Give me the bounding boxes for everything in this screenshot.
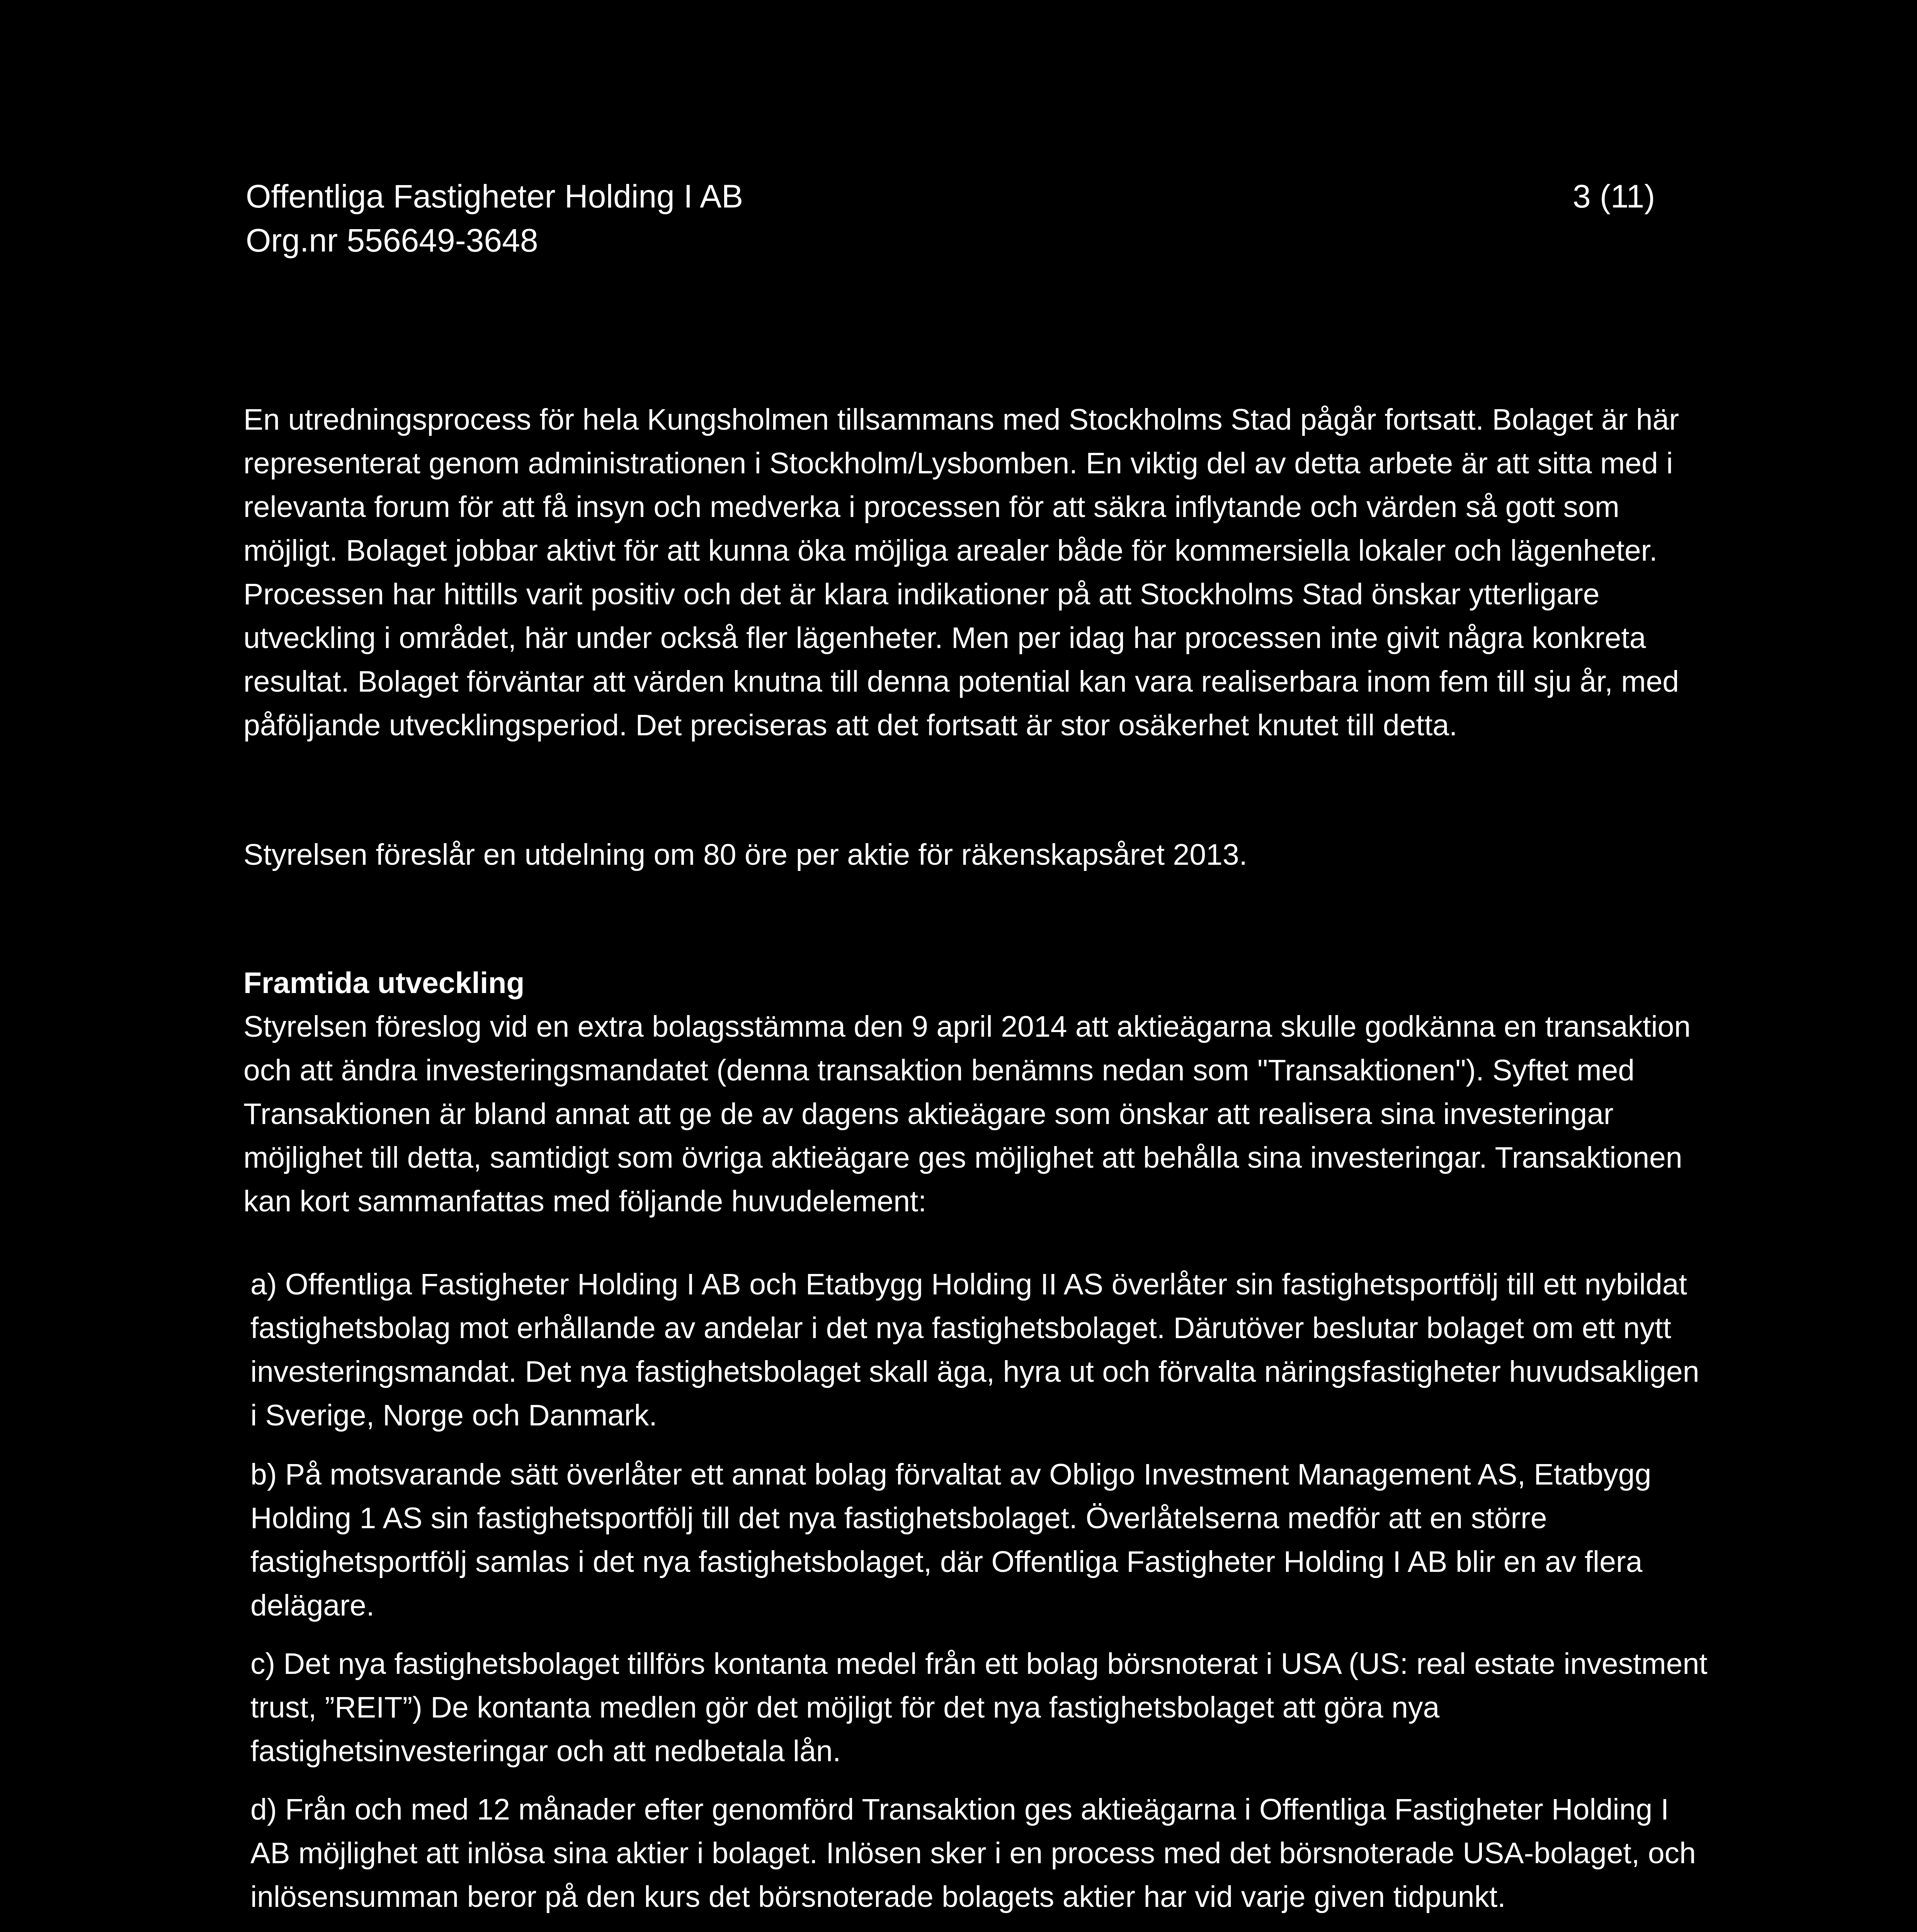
transaction-item-b: b) På motsvarande sätt överlåter ett annat bolag förvaltat av Obligo Investment Management AS, Etatbygg Holding 1 AS sin fastighetsportfölj till det nya fastighetsbolaget. Överlåtelserna medför att en större fastighetsportfölj samlas i det nya fastighetsbolaget, där Offentliga Fastigheter Holding I AB blir en av flera delägare. <box>250 1458 1652 1622</box>
intro-section <box>243 398 1720 747</box>
transaction-item-a: a) Offentliga Fastigheter Holding I AB och Etatbygg Holding II AS överlåter sin fastighetsportfölj till ett nybildat fastighetsbolag mot erhållande av andelar i det nya fastighetsbolaget. Därutöver beslutar bolaget om ett nytt investeringsmandat. Det nya fastighetsbolaget skall äga, hyra ut och förvalta näringsfastigheter huvudsakligen i Sverige, Norge och Danmark. <box>250 1268 1699 1432</box>
header-company-name: Offentliga Fastigheter Holding I AB <box>246 178 743 214</box>
future-development-section <box>243 961 1720 1223</box>
intro-paragraph-kungsholmen: En utredningsprocess för hela Kungsholmen tillsammans med Stockholms Stad pågår fortsatt. Bolaget är här representerat genom administrationen i Stockholm/Lysbomben. En viktig del av detta arbete är att sitta med i relevanta forum för att få insyn och medverka i processen för att säkra inflytande och värden så gott som möjligt. Bolaget jobbar aktivt för att kunna öka möjliga arealer både för kommersiella lokaler och lägenheter. Processen har hittills varit positiv och det är klara indikationer på att Stockholms Stad önskar ytterligare utveckling i området, här under också fler lägenheter. Men per idag har processen inte givit några konkreta resultat. Bolaget förväntar att värden knutna till denna potential kan vara realiserbara inom fem till sju år, med påföljande utvecklingsperiod. Det preciseras att det fortsatt är stor osäkerhet knutet till detta. <box>243 403 1679 742</box>
future-development-heading: Framtida utveckling <box>243 966 525 1000</box>
header-page-number: 3 (11) <box>1573 178 1655 214</box>
header-org-number: Org.nr 556649-3648 <box>246 222 538 259</box>
transaction-item-c: c) Det nya fastighetsbolaget tillförs kontanta medel från ett bolag börsnoterat i USA (US: real estate investment trust, ”REIT”) De kontanta medlen gör det möjligt för det nya fastighetsbolaget att göra nya fastighetsinvesteringar och att nedbetala lån. <box>250 1647 1708 1768</box>
transaction-item-d: d) Från och med 12 månader efter genomförd Transaktion ges aktieägarna i Offentliga Fastigheter Holding I AB möjlighet att inlösa sina aktier i bolaget. Inlösen sker i en process med det börsnoterade USA-bolaget, och inlösensumman beror på den kurs det börsnoterade bolagets aktier har vid varje given tidpunkt. <box>250 1793 1696 1913</box>
dividend-section <box>243 833 1720 877</box>
future-development-paragraph: Styrelsen föreslog vid en extra bolagsstämma den 9 april 2014 att aktieägarna skulle godkänna en transaktion och att ändra investeringsmandatet (denna transaktion benämns nedan som "Transaktionen"). Syftet med Transaktionen är bland annat att ge de av dagens aktieägare som önskar att realisera sina investeringar möjlighet till detta, samtidigt som övriga aktieägare ges möjlighet att behålla sina investeringar. Transaktionen kan kort sammanfattas med följande huvudelement: <box>243 1010 1691 1218</box>
dividend-paragraph: Styrelsen föreslår en utdelning om 80 öre per aktie för räkenskapsåret 2013. <box>243 838 1248 871</box>
